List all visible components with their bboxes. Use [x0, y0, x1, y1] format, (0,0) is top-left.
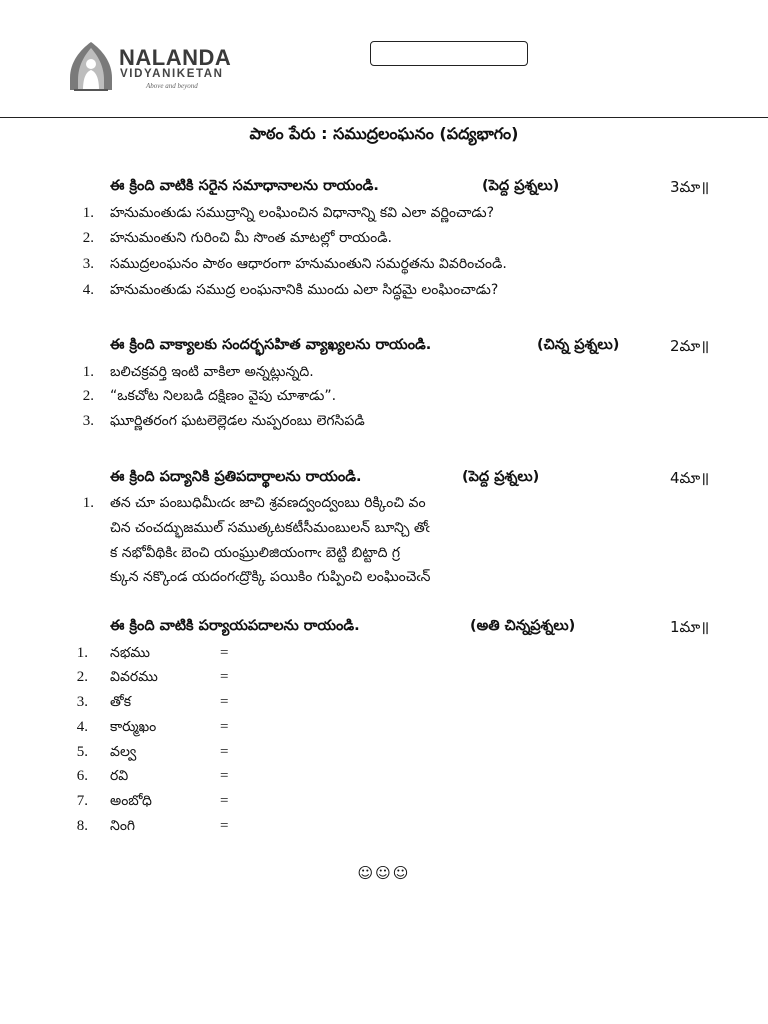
item-text: సముద్రలంఘనం పాఠం ఆధారంగా హనుమంతుని సమర్థతను వివరించండి. — [110, 256, 507, 272]
poem-line: క్కున నక్కొండ యదంగఁద్రొక్కి పయికిం గుప్పించి లంఘించెఁన్ — [110, 569, 431, 585]
equals-sign: = — [220, 793, 229, 809]
synonym-word: వివరము — [110, 669, 158, 685]
section-question: ఈ క్రింది వాటికి సరైన సమాధానాలను రాయండి. — [110, 178, 379, 194]
list-item — [74, 364, 714, 386]
item-number: 1. — [82, 495, 94, 511]
poem-line: క నభోవీథికిఁ బెంచి యంఘ్రులిజియంగాఁ బెట్టి బిట్టాది గ్ర — [110, 545, 401, 561]
item-text: బలిచక్రవర్తి ఇంటి వాకిలా అన్నట్లున్నది. — [110, 364, 314, 380]
section-3-heading — [110, 469, 710, 491]
section-type: (చిన్న ప్రశ్నలు) — [537, 337, 620, 353]
equals-sign: = — [220, 669, 229, 685]
item-text: హనుమంతుడు సముద్ర లంఘనానికి ముందు ఎలా సిద్ధమై లంఘించాడు? — [110, 282, 499, 298]
synonym-word: నభము — [110, 645, 150, 661]
equals-sign: = — [220, 719, 229, 735]
section-question: ఈ క్రింది పద్యానికి ప్రతిపదార్థాలను రాయండి. — [110, 469, 362, 485]
item-number: 3. — [76, 694, 88, 710]
item-number: 8. — [76, 818, 88, 834]
synonym-word: తోక — [110, 694, 132, 710]
synonym-row — [74, 768, 334, 790]
school-logo — [66, 40, 246, 96]
item-number: 2. — [82, 230, 94, 246]
poem-line: చిన చంచద్భుజముల్ సముత్కటకటీసీమంబులన్ బూన్చి తోఁ — [110, 520, 430, 536]
item-number: 2. — [82, 388, 94, 404]
section-marks: 3మా॥ — [670, 178, 710, 196]
nalanda-logo-icon — [66, 40, 116, 94]
section-marks: 1మా॥ — [670, 618, 710, 636]
list-item — [74, 205, 714, 227]
synonym-row — [74, 744, 334, 766]
synonym-row — [74, 719, 334, 741]
section-2-heading — [110, 337, 710, 359]
synonym-word: నింగి — [110, 818, 136, 834]
synonym-word: రవి — [110, 768, 129, 784]
synonym-row — [74, 645, 334, 667]
item-number: 3. — [82, 413, 94, 429]
equals-sign: = — [220, 645, 229, 661]
poem-line: తన చూ పంబుధిమీఁదఁ జాచి శ్రవణద్వంద్వంబు రిక్కించి వం — [110, 495, 426, 511]
student-name-box[interactable] — [370, 41, 528, 66]
list-item — [74, 388, 714, 410]
section-type: (అతి చిన్నప్రశ్నలు) — [470, 618, 576, 634]
section-4-heading — [110, 618, 710, 640]
item-number: 7. — [76, 793, 88, 809]
item-number: 1. — [82, 364, 94, 380]
item-number: 5. — [76, 744, 88, 760]
synonym-row — [74, 793, 334, 815]
item-number: 4. — [76, 719, 88, 735]
logo-tagline: Above and beyond — [146, 82, 198, 90]
item-text: హనుమంతుడు సముద్రాన్ని లంఘించిన విధానాన్ని కవి ఎలా వర్ణించాడు? — [110, 205, 495, 221]
synonym-row — [74, 669, 334, 691]
list-item — [74, 230, 714, 252]
list-item — [74, 413, 714, 435]
item-number: 1. — [82, 205, 94, 221]
section-marks: 2మా॥ — [670, 337, 710, 355]
equals-sign: = — [220, 768, 229, 784]
list-item — [74, 256, 714, 278]
section-marks: 4మా॥ — [670, 469, 710, 487]
page-title: పాఠం పేరు : సముద్రలంఘనం (పద్యభాగం) — [249, 124, 519, 143]
item-text: హనుమంతుని గురించి మీ సొంత మాటల్లో రాయండి. — [110, 230, 393, 246]
header — [0, 0, 768, 118]
synonym-word: అంబోధి — [110, 793, 152, 809]
logo-subtitle: VIDYANIKETAN — [120, 68, 224, 80]
section-type: (పెద్ద ప్రశ్నలు) — [462, 469, 540, 485]
section-1-heading — [110, 178, 710, 200]
item-number: 3. — [82, 256, 94, 272]
item-number: 2. — [76, 669, 88, 685]
section-type: (పెద్ద ప్రశ్నలు) — [482, 178, 560, 194]
section-question: ఈ క్రింది వాక్యాలకు సందర్భసహిత వ్యాఖ్యలను రాయండి. — [110, 337, 432, 353]
smiley-icons: ☺☺☺ — [357, 864, 411, 882]
section-question: ఈ క్రింది వాటికి పర్యాయపదాలను రాయండి. — [110, 618, 360, 634]
synonym-row — [74, 818, 334, 840]
synonym-word: కార్ముఖం — [110, 719, 157, 735]
equals-sign: = — [220, 818, 229, 834]
list-item — [74, 282, 714, 304]
item-number: 6. — [76, 768, 88, 784]
header-divider — [0, 117, 768, 118]
item-number: 4. — [82, 282, 94, 298]
synonym-word: వల్వ — [110, 744, 137, 760]
item-text: “ఒకచోట నిలబడి దక్షిణం వైపు చూశాడు”. — [110, 388, 337, 404]
synonym-row — [74, 694, 334, 716]
item-number: 1. — [76, 645, 88, 661]
equals-sign: = — [220, 744, 229, 760]
equals-sign: = — [220, 694, 229, 710]
logo-name: NALANDA — [119, 45, 232, 70]
item-text: ఘూర్ణితరంగ ఘటలెల్లెడల నుప్పరంబు లెగసిపడి — [110, 413, 365, 429]
